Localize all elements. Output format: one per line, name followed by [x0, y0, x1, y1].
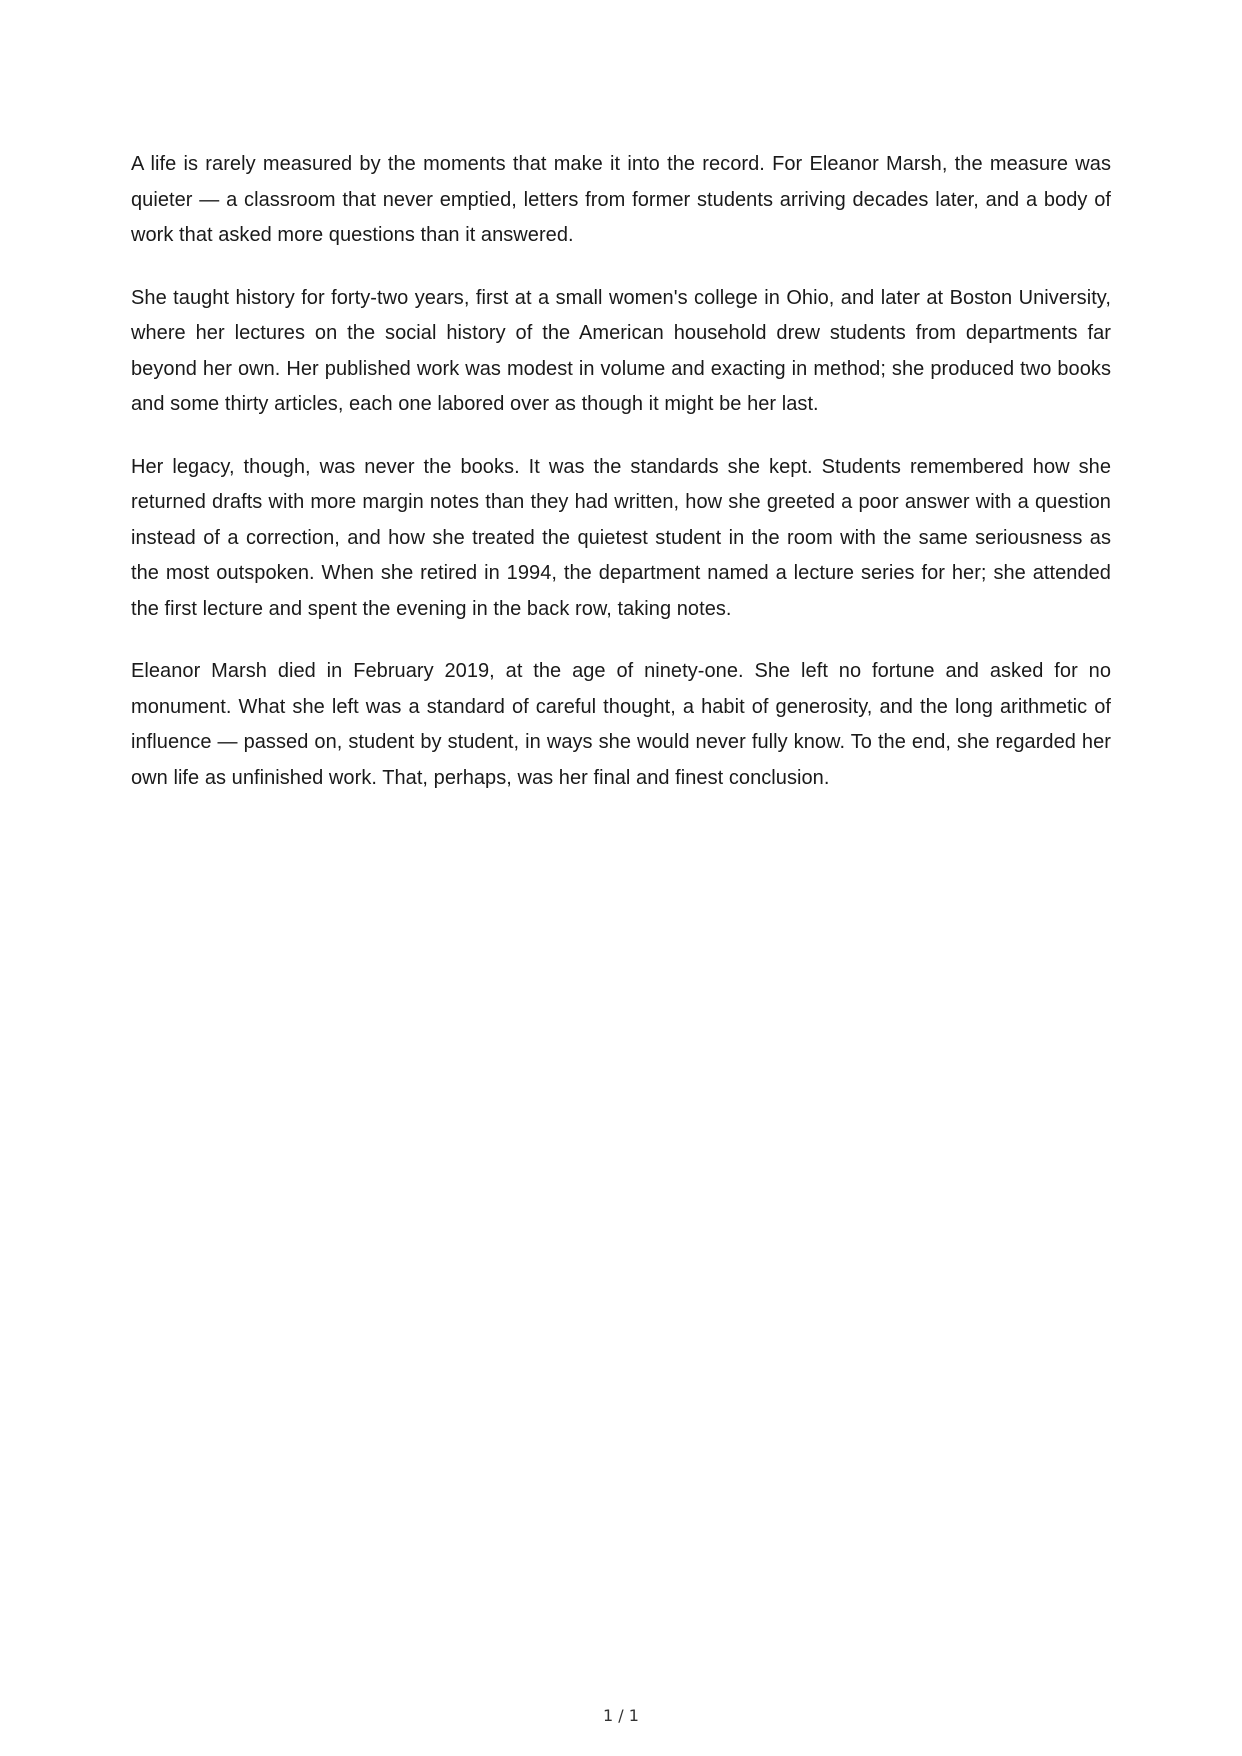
paragraph-4: Eleanor Marsh died in February 2019, at the age of ninety-one. She left no fortune and asked for no monument. What she left was a standard of careful thought, a habit of generosity, and the long arithmetic of influence — passed on, student by student, in ways she would never fully know. To the end, she regarded her own life as unfinished work. That, perhaps, was her final and finest conclusion.: [131, 660, 1111, 789]
document-body: [131, 147, 1111, 823]
paragraph-2: She taught history for forty-two years, first at a small women's college in Ohio, and later at Boston University, where her lectures on the social history of the American household drew students from departments far beyond her own. Her published work was modest in volume and exacting in method; she produced two books and some thirty articles, each one labored over as though it might be her last.: [131, 286, 1111, 415]
paragraph-1: A life is rarely measured by the moments that make it into the record. For Eleanor Marsh, the measure was quieter — a classroom that never emptied, letters from former students arriving decades later, and a body of work that asked more questions than it answered.: [131, 153, 1111, 246]
page-number: 1 / 1: [603, 1706, 639, 1725]
paragraph-3: Her legacy, though, was never the books. It was the standards she kept. Students remembered how she returned drafts with more margin notes than they had written, how she greeted a poor answer with a question instead of a correction, and how she treated the quietest student in the room with the same seriousness as the most outspoken. When she retired in 1994, the department named a lecture series for her; she attended the first lecture and spent the evening in the back row, taking notes.: [131, 455, 1111, 620]
